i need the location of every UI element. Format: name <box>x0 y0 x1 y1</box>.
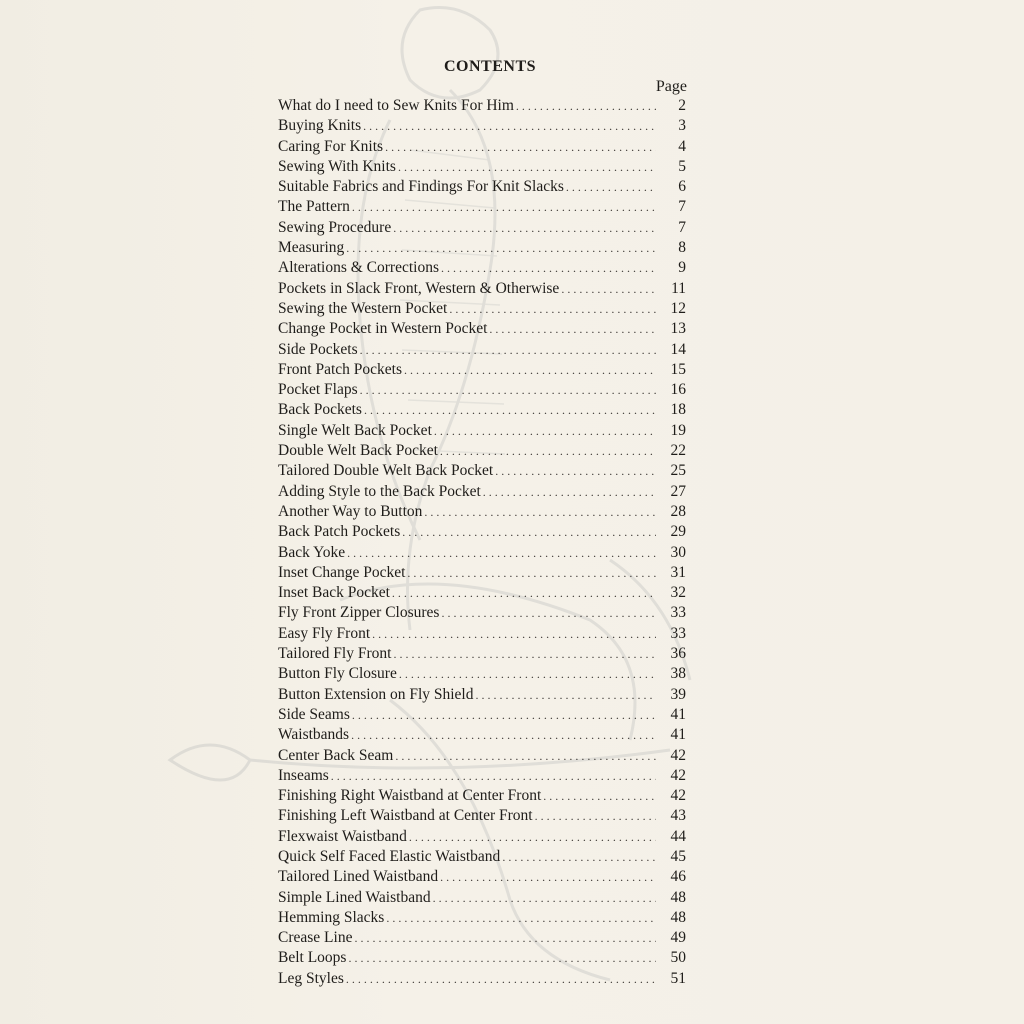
toc-entry <box>278 238 686 258</box>
toc-entry-page: 33 <box>670 604 686 622</box>
toc-entry <box>278 116 686 136</box>
toc-entry <box>278 177 686 197</box>
toc-entry-title: Inset Back Pocket <box>278 584 390 602</box>
toc-entry-page: 19 <box>670 421 686 439</box>
toc-entry-title: Caring For Knits <box>278 137 384 155</box>
toc-entry-title: Pocket Flaps <box>278 381 358 399</box>
toc-entry-title: What do I need to Sew Knits For Him <box>278 97 514 114</box>
dot-leader <box>399 664 656 684</box>
dot-leader <box>440 441 656 461</box>
toc-entry-title: Quick Self Faced Elastic Waistband <box>278 847 501 865</box>
toc-entry <box>278 543 686 563</box>
toc-entry-page: 14 <box>670 340 686 358</box>
toc-entry-title: Tailored Fly Front <box>278 645 392 663</box>
toc-entry-page: 49 <box>670 929 686 947</box>
toc-entry-title: The Pattern <box>278 198 350 216</box>
toc-entry <box>278 928 686 948</box>
toc-entry-page: 48 <box>670 908 686 926</box>
toc-entry-page: 41 <box>670 726 686 744</box>
toc-entry-title: Measuring <box>278 239 345 257</box>
toc-entry <box>278 400 686 420</box>
toc-entry-page: 7 <box>678 198 686 216</box>
dot-leader <box>535 806 656 826</box>
dot-leader <box>489 319 656 339</box>
table-of-contents <box>278 96 686 989</box>
toc-entry <box>278 705 686 725</box>
toc-entry-page: 4 <box>678 137 686 155</box>
toc-entry-title: Hemming Slacks <box>278 908 385 926</box>
dot-leader <box>360 380 656 400</box>
toc-entry <box>278 847 686 867</box>
toc-entry <box>278 948 686 968</box>
toc-entry <box>278 806 686 826</box>
toc-entry-page: 25 <box>670 462 686 480</box>
toc-entry-page: 33 <box>670 624 686 642</box>
dot-leader <box>352 197 656 217</box>
toc-entry-page: 16 <box>670 381 686 399</box>
dot-leader <box>449 299 656 319</box>
dot-leader <box>516 96 656 116</box>
dot-leader <box>433 888 656 908</box>
toc-entry <box>278 197 686 217</box>
toc-entry-page: 28 <box>670 502 686 520</box>
toc-entry <box>278 441 686 461</box>
toc-entry <box>278 664 686 684</box>
toc-entry-page: 22 <box>670 442 686 460</box>
toc-entry-title: Sewing Procedure <box>278 218 392 236</box>
dot-leader <box>351 725 656 745</box>
toc-entry-title: Easy Fly Front <box>278 624 371 642</box>
toc-entry <box>278 563 686 583</box>
toc-entry-page: 11 <box>671 279 686 297</box>
toc-entry-title: Pockets in Slack Front, Western & Otherwise <box>278 279 560 297</box>
toc-entry <box>278 786 686 806</box>
toc-entry <box>278 137 686 157</box>
toc-entry-title: Center Back Seam <box>278 746 394 764</box>
toc-entry-page: 48 <box>670 888 686 906</box>
dot-leader <box>441 603 656 623</box>
toc-entry <box>278 279 686 299</box>
toc-entry-page: 31 <box>670 563 686 581</box>
toc-entry-title: Adding Style to the Back Pocket <box>278 482 481 500</box>
toc-entry-title: Back Pockets <box>278 401 362 419</box>
dot-leader <box>502 847 656 867</box>
toc-entry-page: 6 <box>678 178 686 196</box>
toc-entry-title: Leg Styles <box>278 969 344 987</box>
page-column-label: Page <box>655 78 687 95</box>
toc-entry-page: 2 <box>678 97 686 114</box>
toc-entry-title: Double Welt Back Pocket <box>278 442 438 460</box>
toc-entry-page: 45 <box>670 847 686 865</box>
dot-leader <box>393 218 656 238</box>
toc-entry-title: Side Seams <box>278 705 350 723</box>
toc-entry-page: 42 <box>670 787 686 805</box>
dot-leader <box>404 360 656 380</box>
dot-leader <box>352 705 656 725</box>
toc-entry <box>278 583 686 603</box>
toc-entry <box>278 603 686 623</box>
toc-entry-page: 15 <box>670 360 686 378</box>
toc-entry-title: Fly Front Zipper Closures <box>278 604 440 622</box>
toc-entry-page: 7 <box>678 218 686 236</box>
toc-entry <box>278 380 686 400</box>
toc-entry-page: 39 <box>670 685 686 703</box>
toc-entry-page: 51 <box>670 969 686 987</box>
dot-leader <box>566 177 656 197</box>
toc-entry <box>278 522 686 542</box>
dot-leader <box>372 624 656 644</box>
toc-entry-title: Front Patch Pockets <box>278 360 402 378</box>
toc-entry-title: Sewing With Knits <box>278 157 396 175</box>
toc-entry <box>278 867 686 887</box>
dot-leader <box>407 563 656 583</box>
toc-entry-title: Suitable Fabrics and Findings For Knit Slacks <box>278 178 564 196</box>
dot-leader <box>363 116 656 136</box>
toc-entry-title: Finishing Right Waistband at Center Front <box>278 787 542 805</box>
toc-entry-title: Tailored Double Welt Back Pocket <box>278 462 494 480</box>
dot-leader <box>483 482 656 502</box>
toc-entry-title: Button Extension on Fly Shield <box>278 685 474 703</box>
toc-entry <box>278 644 686 664</box>
toc-entry-page: 12 <box>670 299 686 317</box>
dot-leader <box>475 685 656 705</box>
toc-entry <box>278 319 686 339</box>
toc-entry-title: Another Way to Button <box>278 502 423 520</box>
dot-leader <box>393 644 656 664</box>
toc-entry-title: Flexwaist Waistband <box>278 827 407 845</box>
toc-entry <box>278 502 686 522</box>
toc-entry-page: 32 <box>670 584 686 602</box>
toc-entry <box>278 299 686 319</box>
toc-entry-page: 29 <box>670 523 686 541</box>
dot-leader <box>424 502 656 522</box>
dot-leader <box>385 137 656 157</box>
toc-entry-title: Button Fly Closure <box>278 665 397 683</box>
toc-entry <box>278 888 686 908</box>
toc-entry <box>278 421 686 441</box>
toc-entry-page: 46 <box>670 868 686 886</box>
toc-entry-title: Tailored Lined Waistband <box>278 868 439 886</box>
dot-leader <box>434 421 656 441</box>
toc-entry <box>278 157 686 177</box>
dot-leader <box>360 340 656 360</box>
toc-entry-title: Simple Lined Waistband <box>278 888 431 906</box>
toc-entry <box>278 766 686 786</box>
toc-entry <box>278 908 686 928</box>
dot-leader <box>398 157 656 177</box>
toc-entry-page: 42 <box>670 746 686 764</box>
toc-entry-title: Inseams <box>278 766 329 784</box>
toc-entry-title: Side Pockets <box>278 340 358 358</box>
toc-entry <box>278 461 686 481</box>
toc-entry-page: 41 <box>670 705 686 723</box>
toc-entry-title: Back Yoke <box>278 543 346 561</box>
dot-leader <box>543 786 656 806</box>
toc-entry-title: Buying Knits <box>278 117 362 135</box>
toc-entry <box>278 746 686 766</box>
toc-entry-page: 30 <box>670 543 686 561</box>
toc-entry <box>278 482 686 502</box>
toc-entry-page: 50 <box>670 949 686 967</box>
toc-entry-page: 3 <box>678 117 686 135</box>
toc-entry-title: Inset Change Pocket <box>278 563 406 581</box>
dot-leader <box>346 969 656 989</box>
toc-entry-title: Belt Loops <box>278 949 347 967</box>
toc-entry-title: Finishing Left Waistband at Center Front <box>278 807 533 825</box>
dot-leader <box>347 543 656 563</box>
toc-entry <box>278 96 686 116</box>
toc-entry-page: 38 <box>670 665 686 683</box>
toc-entry-page: 8 <box>678 239 686 257</box>
toc-entry-page: 13 <box>670 320 686 338</box>
toc-entry <box>278 218 686 238</box>
dot-leader <box>441 258 656 278</box>
toc-entry <box>278 725 686 745</box>
dot-leader <box>402 522 656 542</box>
toc-entry-title: Waistbands <box>278 726 350 744</box>
dot-leader <box>392 583 656 603</box>
toc-entry-title: Back Patch Pockets <box>278 523 401 541</box>
toc-entry-page: 44 <box>670 827 686 845</box>
toc-entry-title: Sewing the Western Pocket <box>278 299 448 317</box>
dot-leader <box>386 908 656 928</box>
dot-leader <box>561 279 656 299</box>
dot-leader <box>495 461 656 481</box>
toc-entry-title: Alterations & Corrections <box>278 259 439 277</box>
toc-entry-page: 43 <box>670 807 686 825</box>
toc-entry <box>278 340 686 360</box>
toc-entry <box>278 360 686 380</box>
toc-entry <box>278 624 686 644</box>
toc-entry-title: Crease Line <box>278 929 353 947</box>
toc-entry-title: Change Pocket in Western Pocket <box>278 320 488 338</box>
toc-entry-page: 36 <box>670 645 686 663</box>
toc-entry <box>278 258 686 278</box>
dot-leader <box>354 928 656 948</box>
dot-leader <box>409 827 656 847</box>
toc-entry-title: Single Welt Back Pocket <box>278 421 432 439</box>
dot-leader <box>348 948 656 968</box>
dot-leader <box>395 746 656 766</box>
toc-entry <box>278 685 686 705</box>
dot-leader <box>440 867 656 887</box>
toc-entry-page: 18 <box>670 401 686 419</box>
dot-leader <box>331 766 656 786</box>
toc-entry <box>278 827 686 847</box>
dot-leader <box>364 400 656 420</box>
toc-entry-page: 42 <box>670 766 686 784</box>
toc-entry-page: 9 <box>678 259 686 277</box>
toc-entry-page: 27 <box>670 482 686 500</box>
dot-leader <box>346 238 656 258</box>
toc-entry-page: 5 <box>678 157 686 175</box>
contents-heading: CONTENTS <box>443 58 537 75</box>
toc-entry <box>278 969 686 989</box>
